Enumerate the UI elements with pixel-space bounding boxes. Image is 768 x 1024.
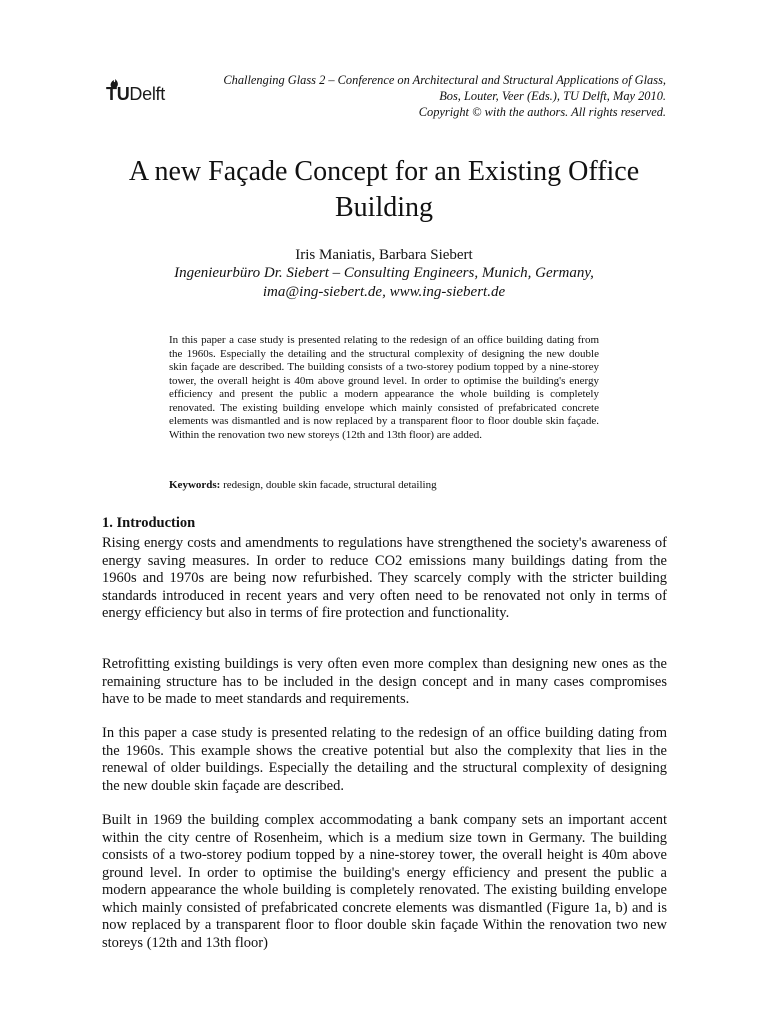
conference-line-1: Challenging Glass 2 – Conference on Architectural and Structural Applications of Glass, [223,73,666,87]
logo-wordmark [106,84,165,104]
paper-title: A new Façade Concept for an Existing Office Building [128,156,640,223]
affiliation-line-1: Ingenieurbüro Dr. Siebert – Consulting Engineers, Munich, Germany, [174,265,594,281]
keywords [169,478,599,492]
logo-tu: TU [106,84,130,104]
paper-authors: Iris Maniatis, Barbara Siebert [295,247,473,263]
affiliation-line-2: ima@ing-siebert.de, www.ing-siebert.de [262,284,506,300]
body-paragraph: In this paper a case study is presented relating to the redesign of an office building dating from the 1960s. This example shows the creative potential but also the complexity that lies in the renewal of older buildings. Especially the detailing and the structural complexity of designing the new double skin façade are described. [102,725,667,794]
conference-reference [196,72,666,120]
body-paragraph: Rising energy costs and amendments to regulations have strengthened the society's awareness of energy saving measures. In order to reduce CO2 emissions many buildings dating from the 1960s and 1970s are being now refurbished. They scarcely comply with the stricter building standards introduced in recent years and very often need to be renovated not only in terms of energy efficiency but also in terms of fire protection and functionality. [102,535,667,621]
section-heading-introduction: 1. Introduction [102,515,196,531]
tu-delft-logo [106,76,176,106]
copyright-line: Copyright © with the authors. All rights reserved. [418,105,666,119]
abstract: In this paper a case study is presented relating to the redesign of an office building dating from the 1960s. Especially the detailing and the structural complexity of designing the new double skin façade are described. The building consists of a two-storey podium topped by a nine-storey tower, the overall height is 40m above ground level. In order to optimise the building's energy efficiency and present the public a modern appearance the whole building is completely renovated. The existing building envelope which mainly consisted of prefabricated concrete elements was dismantled and is now replaced by a transparent floor to floor double skin façade. Within the renovation two new storeys (12th and 13th floor) are added. [169,334,599,441]
body-paragraph: Retrofitting existing buildings is very often even more complex than designing new ones as the remaining structure has to be included in the design concept and in many cases compromises have to be made to meet standards and requirements. [102,656,667,707]
author-affiliation [100,264,668,302]
logo-delft: Delft [129,84,165,104]
keywords-text: redesign, double skin facade, structural detailing [220,479,437,491]
conference-line-2: Bos, Louter, Veer (Eds.), TU Delft, May 2010. [439,89,666,103]
keywords-label: Keywords: [169,479,221,491]
body-paragraph: Built in 1969 the building complex accommodating a bank company sets an important accent within the city centre of Rosenheim, which is a medium size town in Germany. The building consists of a two-storey podium topped by a nine-storey tower, the overall height is 40m above ground level. In order to optimise the building's energy efficiency and present the public a modern appearance the whole building is completely renovated. The existing building envelope which mainly consisted of prefabricated concrete elements was dismantled (Figure 1a, b) and is now replaced by a transparent floor to floor double skin façade Within the renovation two new storeys (12th and 13th floor) [102,812,667,951]
